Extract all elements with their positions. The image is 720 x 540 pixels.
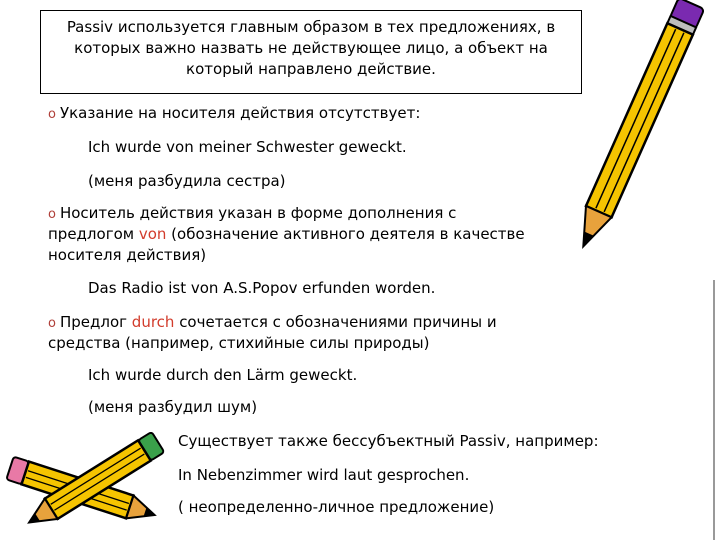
intro-line-3: который направлено действие.	[186, 60, 436, 78]
item-2-text-a: Носитель действия указан в форме дополнения с	[59, 204, 457, 222]
item-3-text-b: сочетается с обозначениями причины и	[174, 313, 497, 331]
example-1: Ich wurde von meiner Schwester geweckt.	[88, 138, 407, 156]
item-1	[48, 104, 420, 122]
intro-line-1: Passiv используется главным образом в тех предложениях, в	[66, 18, 556, 36]
crossed-pencils-icon	[0, 430, 180, 540]
bullet-marker: o	[48, 207, 56, 222]
item-3-text-a: Предлог	[59, 313, 132, 331]
item-2-text-b: предлогом	[48, 225, 139, 243]
item-2-line-1	[48, 204, 456, 222]
intro-box	[40, 10, 582, 94]
intro-line-2: которых важно назвать не действующее лицо, а объект на	[74, 39, 548, 57]
item-1-text: Указание на носителя действия отсутствует:	[59, 104, 421, 122]
bullet-marker: o	[48, 107, 56, 122]
example-2: Das Radio ist von A.S.Popov erfunden worden.	[88, 279, 436, 297]
translation-3: (меня разбудил шум)	[88, 398, 258, 416]
item-2-text-c: (обозначение активного деятеля в качестве	[166, 225, 525, 243]
pencil-icon	[590, 0, 720, 280]
keyword-von: von	[138, 225, 167, 243]
item-3-line-2: средства (например, стихийные силы природы)	[48, 334, 430, 352]
extra-line-1: Существует также бессубъектный Passiv, например:	[178, 432, 599, 450]
edge-line-icon	[700, 280, 720, 540]
item-2-line-3: носителя действия)	[48, 246, 207, 264]
translation-1: (меня разбудила сестра)	[88, 172, 286, 190]
example-3: Ich wurde durch den Lärm geweckt.	[88, 366, 358, 384]
item-2-line-2	[48, 225, 525, 243]
item-3-line-1	[48, 313, 497, 331]
keyword-durch: durch	[131, 313, 175, 331]
extra-line-3: ( неопределенно-личное предложение)	[178, 498, 495, 516]
extra-line-2: In Nebenzimmer wird laut gesprochen.	[178, 466, 470, 484]
bullet-marker: o	[48, 316, 56, 331]
